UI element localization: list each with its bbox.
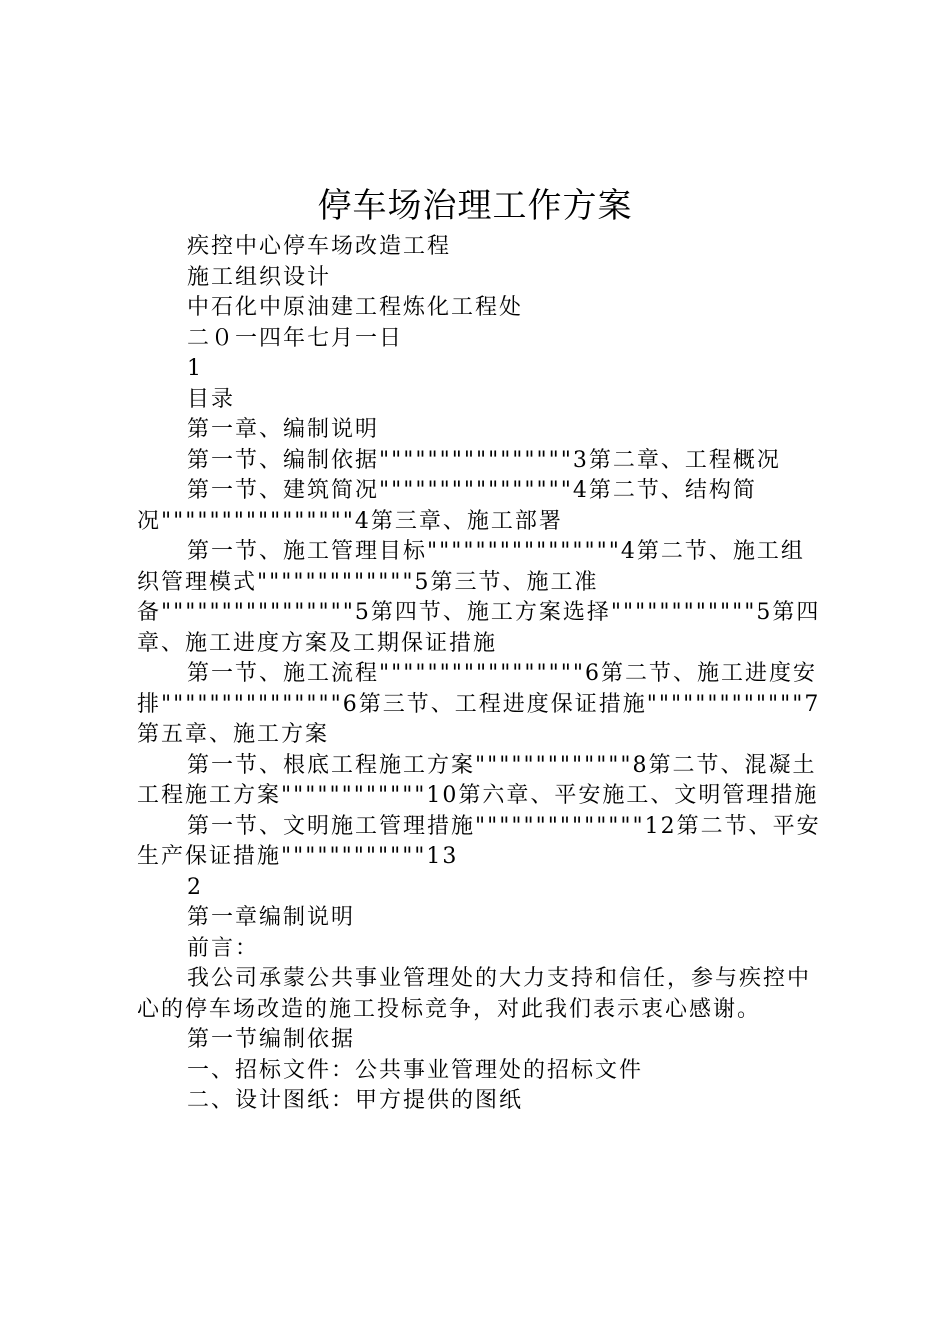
toc-heading: 目录: [187, 386, 236, 412]
toc-entry: 第一节、建筑简况""""""""""""""""4第二节、结构简况""""""""""""""""4第三章、施工部署: [137, 478, 757, 534]
paragraph: 疾控中心停车场改造工程: [187, 234, 452, 259]
paragraph: 我公司承蒙公共事业管理处的大力支持和信任，参与疾控中心的停车场改造的施工投标竞争，对此我们表示衷心感谢。: [137, 966, 812, 1022]
paragraph: 前言：: [187, 935, 260, 961]
page-number: 2: [187, 874, 203, 900]
paragraph: 一、招标文件：公共事业管理处的招标文件: [187, 1057, 644, 1083]
document-title: 停车场治理工作方案: [317, 186, 633, 226]
page-number: 1: [187, 356, 203, 381]
section-heading: 第一节编制依据: [187, 1027, 356, 1052]
toc-entry: 第一节、施工管理目标""""""""""""""""4第二节、施工组织管理模式"""""""""""""5第三节、施工准备""""""""""""""""5第四节、施工方案选择""""""""""""5第四章、施工进度方案及工期保证措施: [137, 539, 821, 656]
toc-entry: 第一节、编制依据""""""""""""""""3第二章、工程概况: [187, 447, 781, 473]
chapter-heading: 第一章编制说明: [187, 905, 356, 930]
toc-entry: 第一章、编制说明: [187, 417, 380, 442]
paragraph: 中石化中原油建工程炼化工程处: [187, 295, 524, 320]
paragraph: 二、设计图纸：甲方提供的图纸: [187, 1088, 524, 1113]
toc-entry: 第一节、根底工程施工方案"""""""""""""8第二节、混凝土工程施工方案""""""""""""10第六章、平安施工、文明管理措施: [137, 752, 819, 808]
toc-entry: 第一节、施工流程"""""""""""""""""6第二节、施工进度安排"""""""""""""""6第三节、工程进度保证措施"""""""""""""7第五章、施工方案: [137, 661, 821, 747]
paragraph: 二０一四年七月一日: [187, 325, 404, 351]
toc-entry: 第一节、文明施工管理措施""""""""""""""12第二节、平安生产保证措施""""""""""""13: [137, 813, 821, 869]
document-body: [137, 232, 822, 1117]
paragraph: 施工组织设计: [187, 264, 332, 290]
